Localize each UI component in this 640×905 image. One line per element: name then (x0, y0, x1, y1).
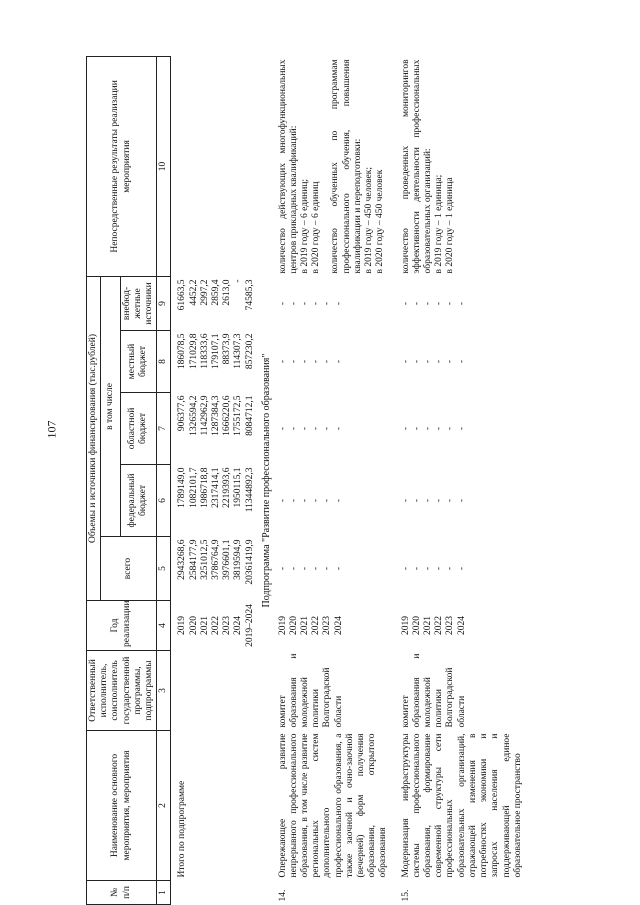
total-cell: 2584177,9 (188, 539, 199, 580)
row-federal-dashes (277, 465, 391, 537)
total-cell: 20361419,9 (244, 539, 255, 585)
federal-cell: 1950115,1 (233, 467, 244, 508)
dash-cell: - (445, 426, 456, 431)
dash-cell: - (322, 301, 333, 306)
dash-cell: - (411, 426, 422, 431)
row-executor: комитет образования и молодежной политики Волгоградской области (400, 653, 467, 728)
total-cell: 3251012,5 (199, 539, 210, 580)
dash-cell: - (456, 426, 467, 431)
dash-cell: - (333, 426, 344, 431)
dash-cell: - (456, 359, 467, 364)
result-line: количество действующих многофункциональных центров прикладных квалификаций: (277, 59, 299, 274)
offbudget-cell: - (233, 279, 244, 283)
year-cell: 2019 (400, 616, 411, 635)
row-local-dashes (391, 331, 525, 393)
dash-cell: - (423, 426, 434, 431)
dash-cell: - (277, 426, 288, 431)
dash-cell: - (411, 359, 422, 364)
dash-cell: - (288, 359, 299, 364)
dash-cell: - (400, 498, 411, 503)
row-num: 15. (400, 889, 411, 902)
dash-cell: - (277, 301, 288, 306)
local-cell: 118333,6 (199, 333, 210, 369)
result-line: количество проведенных мониторингов эффективности деятельности профессиональных образовательных организаций: (400, 59, 434, 274)
dash-cell: - (288, 566, 299, 571)
year-cell: 2024 (456, 616, 467, 635)
offbudget-values (171, 276, 257, 330)
dash-cell: - (277, 498, 288, 503)
dash-cell: - (456, 301, 467, 306)
federal-cell: 1789149,0 (177, 467, 188, 508)
dash-cell: - (456, 566, 467, 571)
dash-cell: - (434, 498, 445, 503)
dash-cell: - (411, 301, 422, 306)
row-total-dashes (391, 537, 525, 601)
header-name: Наименование основного мероприятия, мероприятия (87, 731, 157, 881)
dash-cell: - (423, 301, 434, 306)
row-local-dashes (277, 331, 391, 393)
row-regional-dashes (277, 393, 391, 465)
row-name: Опережающее развитие непрерывного профессионального образования, в том числе развитие региональных систем дополнительного профессионального образования, а также заочной и очно-заочной (вечерней) форм получения образования, открытого образования (277, 733, 389, 878)
regional-cell: 1755172,5 (233, 395, 244, 436)
dash-cell: - (411, 566, 422, 571)
regional-values (171, 393, 257, 465)
header-results: Непосредственные результаты реализации мероприятия (87, 56, 157, 276)
offbudget-cell: 4452,2 (188, 279, 199, 306)
year-cell: 2020 (188, 616, 199, 635)
total-years (171, 601, 257, 651)
dash-cell: - (445, 359, 456, 364)
col-number: 9 (157, 276, 171, 330)
federal-cell: 2317414,1 (211, 467, 222, 508)
dash-cell: - (445, 301, 456, 306)
local-cell: 171029,8 (188, 333, 199, 370)
result-line: в 2019 году – 1 единица; (434, 174, 445, 274)
col-number: 3 (157, 651, 171, 731)
year-cell: 2019 (177, 616, 188, 635)
dash-cell: - (322, 566, 333, 571)
rotated-page (86, 0, 640, 905)
result-line: количество обученных по программам профессионального обучения, повышения квалификации и переподготовки: (330, 59, 363, 274)
dash-cell: - (300, 498, 311, 503)
result-line: в 2020 году – 450 человек (375, 169, 386, 274)
page-number: 107 (44, 420, 59, 439)
dash-cell: - (322, 498, 333, 503)
year-cell: 2019 (277, 616, 288, 635)
dash-cell: - (400, 426, 411, 431)
local-cell: 857230,2 (244, 333, 255, 370)
header-local: местный бюджет (120, 331, 157, 393)
total-row (171, 56, 257, 904)
header-federal: федеральный бюджет (120, 465, 157, 537)
dash-cell: - (333, 301, 344, 306)
result-line: в 2020 году – 6 единиц (311, 181, 322, 274)
row-federal-dashes (391, 465, 525, 537)
regional-cell: 1326594,2 (188, 395, 199, 436)
federal-cell: 2219393,6 (222, 467, 233, 508)
col-number: 7 (157, 393, 171, 465)
dash-cell: - (333, 359, 344, 364)
dash-cell: - (277, 359, 288, 364)
row-executor: комитет образования и молодежной политики Волгоградской области (277, 653, 344, 728)
result-line: в 2020 году – 1 единица (445, 177, 456, 274)
row-years (277, 601, 391, 651)
dash-cell: - (311, 498, 322, 503)
col-number: 4 (157, 601, 171, 651)
total-cell: 2943268,6 (177, 539, 188, 580)
total-values (171, 537, 257, 601)
dash-cell: - (333, 566, 344, 571)
header-executor: Ответственный исполнитель, соисполнитель государственной программы, подпрограммы (87, 651, 157, 731)
row-num: 14. (277, 889, 288, 902)
header-year: Год реализации (87, 601, 157, 651)
year-cell: 2022 (434, 616, 445, 635)
col-number: 10 (157, 56, 171, 276)
local-values (171, 331, 257, 393)
local-cell: 88373,9 (222, 333, 233, 365)
dash-cell: - (277, 566, 288, 571)
col-number: 5 (157, 537, 171, 601)
dash-cell: - (311, 566, 322, 571)
header-offbudget: внебюд-жетные источники (120, 276, 157, 330)
subprogram-title: Подпрограмма "Развитие профессионального образования" (260, 353, 272, 608)
row-results (391, 56, 525, 276)
total-cell: 3976601,1 (222, 539, 233, 580)
year-cell: 2023 (322, 616, 333, 635)
year-cell: 2024 (333, 616, 344, 635)
year-cell: 2023 (445, 616, 456, 635)
offbudget-cell: 2613,0 (222, 279, 233, 306)
dash-cell: - (300, 426, 311, 431)
col-number: 2 (157, 731, 171, 881)
regional-cell: 8084712,1 (244, 395, 255, 436)
row-regional-dashes (391, 393, 525, 465)
regional-cell: 1287384,3 (211, 395, 222, 436)
result-line: в 2019 году – 6 единиц; (300, 178, 311, 274)
offbudget-cell: 2997,2 (199, 279, 210, 306)
offbudget-cell: 2859,4 (211, 279, 222, 306)
year-cell: 2021 (300, 616, 311, 635)
row-offbudget-dashes (277, 276, 391, 330)
col-number: 8 (157, 331, 171, 393)
row-name: Модернизация инфраструктуры системы профессионального образования, формирование современной структуры сети профессиональных образовательных организаций, отражающей изменения в потребностях экономики и запросах населения и поддерживающей единое образовательное пространство (400, 733, 523, 878)
row-years (391, 601, 525, 651)
dash-cell: - (434, 301, 445, 306)
local-cell: 114307,3 (233, 333, 244, 369)
dash-cell: - (434, 566, 445, 571)
dash-cell: - (400, 359, 411, 364)
federal-cell: 1986718,8 (199, 467, 210, 508)
dash-cell: - (423, 359, 434, 364)
col-number: 6 (157, 465, 171, 537)
year-cell: 2020 (288, 616, 299, 635)
dash-cell: - (288, 426, 299, 431)
local-cell: 186078,5 (177, 333, 188, 370)
table-row (277, 56, 391, 904)
year-cell: 2022 (311, 616, 322, 635)
result-line: в 2019 году – 450 человек; (364, 166, 375, 274)
row-offbudget-dashes (391, 276, 525, 330)
local-cell: 179107,1 (211, 333, 222, 370)
dash-cell: - (411, 498, 422, 503)
header-regional: областной бюджет (120, 393, 157, 465)
federal-values (171, 465, 257, 537)
total-cell: 3786764,9 (211, 539, 222, 580)
dash-cell: - (311, 426, 322, 431)
dash-cell: - (423, 566, 434, 571)
header-including: в том числе (101, 276, 120, 536)
total-label: Итого по подпрограмме (177, 780, 188, 878)
dash-cell: - (300, 566, 311, 571)
dash-cell: - (456, 498, 467, 503)
dash-cell: - (434, 359, 445, 364)
year-cell: 2020 (411, 616, 422, 635)
offbudget-cell: 61663,5 (177, 279, 188, 311)
dash-cell: - (288, 301, 299, 306)
row-total-dashes (277, 537, 391, 601)
dash-cell: - (445, 566, 456, 571)
year-cell: 2019–2024 (244, 604, 255, 647)
header-volumes: Объемы и источники финансирования (тыс.рублей) (87, 276, 101, 600)
header-num: № п/п (87, 881, 157, 905)
dash-cell: - (400, 566, 411, 571)
dash-cell: - (400, 301, 411, 306)
year-cell: 2021 (199, 616, 210, 635)
regional-cell: 1666220,6 (222, 395, 233, 436)
year-cell: 2023 (222, 616, 233, 635)
total-cell: 3819594,9 (233, 539, 244, 580)
financing-table (86, 56, 525, 905)
dash-cell: - (333, 498, 344, 503)
year-cell: 2021 (423, 616, 434, 635)
dash-cell: - (322, 426, 333, 431)
row-results (277, 56, 391, 276)
dash-cell: - (311, 359, 322, 364)
dash-cell: - (423, 498, 434, 503)
dash-cell: - (322, 359, 333, 364)
year-cell: 2022 (211, 616, 222, 635)
dash-cell: - (434, 426, 445, 431)
dash-cell: - (445, 498, 456, 503)
dash-cell: - (300, 301, 311, 306)
regional-cell: 906377,6 (177, 395, 188, 432)
federal-cell: 11344892,3 (244, 467, 255, 513)
dash-cell: - (300, 359, 311, 364)
header-total: всего (101, 537, 157, 601)
table-row (391, 56, 525, 904)
col-number: 1 (157, 881, 171, 905)
dash-cell: - (288, 498, 299, 503)
dash-cell: - (311, 301, 322, 306)
regional-cell: 1142962,9 (199, 395, 210, 436)
offbudget-cell: 74585,3 (244, 279, 255, 311)
federal-cell: 1082101,7 (188, 467, 199, 508)
year-cell: 2024 (233, 616, 244, 635)
